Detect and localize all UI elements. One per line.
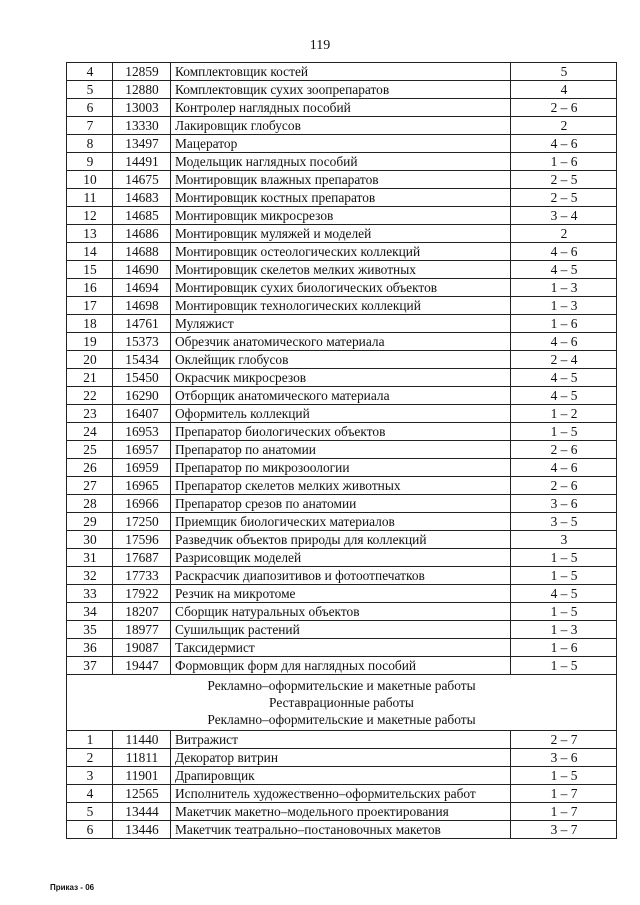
profession-code: 17733 — [113, 567, 171, 585]
section-header-cell — [67, 675, 617, 731]
table-row — [67, 387, 617, 405]
row-number: 3 — [67, 767, 113, 785]
profession-name: Мацератор — [171, 135, 511, 153]
table-row — [67, 785, 617, 803]
table-row — [67, 369, 617, 387]
grade-range: 1 – 6 — [511, 639, 617, 657]
profession-name: Оклейщик глобусов — [171, 351, 511, 369]
table-row — [67, 81, 617, 99]
profession-name: Витражист — [171, 731, 511, 749]
profession-code: 17922 — [113, 585, 171, 603]
profession-code: 15450 — [113, 369, 171, 387]
profession-code: 11440 — [113, 731, 171, 749]
grade-range: 4 – 6 — [511, 333, 617, 351]
profession-code: 17687 — [113, 549, 171, 567]
profession-code: 16966 — [113, 495, 171, 513]
profession-name: Комплектовщик костей — [171, 63, 511, 81]
row-number: 16 — [67, 279, 113, 297]
row-number: 9 — [67, 153, 113, 171]
profession-code: 14491 — [113, 153, 171, 171]
profession-name: Формовщик форм для наглядных пособий — [171, 657, 511, 675]
table-row — [67, 567, 617, 585]
grade-range: 2 – 5 — [511, 189, 617, 207]
grade-range: 3 – 4 — [511, 207, 617, 225]
row-number: 1 — [67, 731, 113, 749]
table-row — [67, 603, 617, 621]
table-section-header — [67, 675, 617, 731]
grade-range: 1 – 5 — [511, 549, 617, 567]
profession-code: 18207 — [113, 603, 171, 621]
profession-code: 19087 — [113, 639, 171, 657]
profession-name: Приемщик биологических материалов — [171, 513, 511, 531]
section-title-2: Реставрационные работы — [269, 695, 414, 710]
row-number: 13 — [67, 225, 113, 243]
table-row — [67, 279, 617, 297]
grade-range: 1 – 3 — [511, 279, 617, 297]
table-row — [67, 423, 617, 441]
table-row — [67, 803, 617, 821]
table-row — [67, 63, 617, 81]
table-row — [67, 513, 617, 531]
profession-name: Монтировщик микросрезов — [171, 207, 511, 225]
profession-code: 14685 — [113, 207, 171, 225]
profession-name: Муляжист — [171, 315, 511, 333]
grade-range: 2 – 6 — [511, 441, 617, 459]
grade-range: 4 – 6 — [511, 243, 617, 261]
table-row — [67, 821, 617, 839]
profession-code: 13497 — [113, 135, 171, 153]
table-row — [67, 171, 617, 189]
row-number: 12 — [67, 207, 113, 225]
profession-name: Оформитель коллекций — [171, 405, 511, 423]
profession-code: 13330 — [113, 117, 171, 135]
profession-code: 12565 — [113, 785, 171, 803]
profession-name: Модельщик наглядных пособий — [171, 153, 511, 171]
row-number: 20 — [67, 351, 113, 369]
table-row — [67, 225, 617, 243]
table-row — [67, 261, 617, 279]
table-row — [67, 585, 617, 603]
profession-code: 13003 — [113, 99, 171, 117]
grade-range: 1 – 5 — [511, 603, 617, 621]
table-row — [67, 477, 617, 495]
profession-table — [66, 62, 617, 839]
grade-range: 1 – 6 — [511, 153, 617, 171]
row-number: 5 — [67, 803, 113, 821]
row-number: 24 — [67, 423, 113, 441]
profession-name: Разрисовщик моделей — [171, 549, 511, 567]
grade-range: 1 – 7 — [511, 785, 617, 803]
profession-code: 15434 — [113, 351, 171, 369]
table-row — [67, 459, 617, 477]
profession-code: 14675 — [113, 171, 171, 189]
profession-code: 16959 — [113, 459, 171, 477]
table-row — [67, 749, 617, 767]
table-row — [67, 405, 617, 423]
grade-range: 4 – 6 — [511, 135, 617, 153]
profession-code: 14694 — [113, 279, 171, 297]
grade-range: 4 – 5 — [511, 585, 617, 603]
table-part-2 — [67, 731, 617, 839]
profession-name: Драпировщик — [171, 767, 511, 785]
row-number: 29 — [67, 513, 113, 531]
profession-name: Препаратор срезов по анатомии — [171, 495, 511, 513]
profession-name: Макетчик театрально–постановочных макетов — [171, 821, 511, 839]
table-row — [67, 189, 617, 207]
profession-name: Монтировщик влажных препаратов — [171, 171, 511, 189]
row-number: 33 — [67, 585, 113, 603]
profession-name: Сушильщик растений — [171, 621, 511, 639]
table-row — [67, 621, 617, 639]
profession-name: Комплектовщик сухих зоопрепаратов — [171, 81, 511, 99]
table-row — [67, 531, 617, 549]
row-number: 37 — [67, 657, 113, 675]
row-number: 6 — [67, 99, 113, 117]
profession-code: 15373 — [113, 333, 171, 351]
grade-range: 1 – 3 — [511, 297, 617, 315]
profession-code: 14688 — [113, 243, 171, 261]
table-row — [67, 549, 617, 567]
profession-name: Сборщик натуральных объектов — [171, 603, 511, 621]
table-row — [67, 657, 617, 675]
profession-code: 11901 — [113, 767, 171, 785]
profession-name: Разведчик объектов природы для коллекций — [171, 531, 511, 549]
row-number: 22 — [67, 387, 113, 405]
table-row — [67, 207, 617, 225]
profession-name: Декоратор витрин — [171, 749, 511, 767]
grade-range: 1 – 5 — [511, 657, 617, 675]
row-number: 27 — [67, 477, 113, 495]
profession-name: Резчик на микротоме — [171, 585, 511, 603]
grade-range: 1 – 2 — [511, 405, 617, 423]
row-number: 19 — [67, 333, 113, 351]
profession-name: Макетчик макетно–модельного проектирования — [171, 803, 511, 821]
profession-name: Обрезчик анатомического материала — [171, 333, 511, 351]
footer-note: Приказ - 06 — [50, 883, 95, 892]
profession-code: 14698 — [113, 297, 171, 315]
grade-range: 1 – 5 — [511, 423, 617, 441]
section-header-row — [67, 675, 617, 731]
profession-name: Препаратор биологических объектов — [171, 423, 511, 441]
grade-range: 2 — [511, 117, 617, 135]
table-row — [67, 297, 617, 315]
profession-code: 14686 — [113, 225, 171, 243]
profession-name: Монтировщик технологических коллекций — [171, 297, 511, 315]
grade-range: 2 – 6 — [511, 477, 617, 495]
table-row — [67, 153, 617, 171]
profession-name: Исполнитель художественно–оформительских работ — [171, 785, 511, 803]
profession-code: 17596 — [113, 531, 171, 549]
table-row — [67, 495, 617, 513]
profession-code: 19447 — [113, 657, 171, 675]
row-number: 4 — [67, 63, 113, 81]
row-number: 30 — [67, 531, 113, 549]
profession-code: 14690 — [113, 261, 171, 279]
table-row — [67, 639, 617, 657]
row-number: 28 — [67, 495, 113, 513]
table-row — [67, 731, 617, 749]
grade-range: 1 – 7 — [511, 803, 617, 821]
grade-range: 1 – 5 — [511, 567, 617, 585]
grade-range: 3 – 5 — [511, 513, 617, 531]
row-number: 26 — [67, 459, 113, 477]
profession-code: 14683 — [113, 189, 171, 207]
profession-name: Препаратор по микрозоологии — [171, 459, 511, 477]
row-number: 23 — [67, 405, 113, 423]
grade-range: 5 — [511, 63, 617, 81]
table-row — [67, 99, 617, 117]
profession-name: Лакировщик глобусов — [171, 117, 511, 135]
profession-code: 13446 — [113, 821, 171, 839]
profession-name: Монтировщик остеологических коллекций — [171, 243, 511, 261]
row-number: 2 — [67, 749, 113, 767]
grade-range: 4 — [511, 81, 617, 99]
table-part-1 — [67, 63, 617, 675]
grade-range: 2 – 6 — [511, 99, 617, 117]
table-row — [67, 315, 617, 333]
row-number: 11 — [67, 189, 113, 207]
row-number: 34 — [67, 603, 113, 621]
row-number: 5 — [67, 81, 113, 99]
profession-code: 16407 — [113, 405, 171, 423]
row-number: 4 — [67, 785, 113, 803]
table-row — [67, 135, 617, 153]
profession-code: 13444 — [113, 803, 171, 821]
row-number: 35 — [67, 621, 113, 639]
row-number: 21 — [67, 369, 113, 387]
profession-code: 17250 — [113, 513, 171, 531]
row-number: 32 — [67, 567, 113, 585]
grade-range: 4 – 5 — [511, 387, 617, 405]
table-row — [67, 767, 617, 785]
table-row — [67, 441, 617, 459]
grade-range: 1 – 6 — [511, 315, 617, 333]
profession-code: 12880 — [113, 81, 171, 99]
profession-name: Монтировщик сухих биологических объектов — [171, 279, 511, 297]
profession-name: Монтировщик муляжей и моделей — [171, 225, 511, 243]
grade-range: 4 – 5 — [511, 261, 617, 279]
profession-code: 16290 — [113, 387, 171, 405]
grade-range: 2 – 5 — [511, 171, 617, 189]
row-number: 6 — [67, 821, 113, 839]
profession-name: Монтировщик костных препаратов — [171, 189, 511, 207]
grade-range: 3 – 6 — [511, 495, 617, 513]
grade-range: 2 – 4 — [511, 351, 617, 369]
profession-code: 18977 — [113, 621, 171, 639]
table-row — [67, 333, 617, 351]
row-number: 18 — [67, 315, 113, 333]
row-number: 15 — [67, 261, 113, 279]
profession-code: 12859 — [113, 63, 171, 81]
profession-name: Контролер наглядных пособий — [171, 99, 511, 117]
profession-name: Отборщик анатомического материала — [171, 387, 511, 405]
grade-range: 3 – 7 — [511, 821, 617, 839]
grade-range: 2 — [511, 225, 617, 243]
profession-code: 11811 — [113, 749, 171, 767]
table-row — [67, 351, 617, 369]
row-number: 36 — [67, 639, 113, 657]
row-number: 10 — [67, 171, 113, 189]
section-title-1: Рекламно–оформительские и макетные работы — [207, 678, 476, 693]
grade-range: 4 – 6 — [511, 459, 617, 477]
section-title-3: Рекламно–оформительские и макетные работы — [207, 712, 476, 727]
row-number: 7 — [67, 117, 113, 135]
profession-name: Окрасчик микросрезов — [171, 369, 511, 387]
grade-range: 1 – 5 — [511, 767, 617, 785]
profession-name: Препаратор по анатомии — [171, 441, 511, 459]
row-number: 31 — [67, 549, 113, 567]
page-number: 119 — [309, 38, 331, 53]
profession-code: 16953 — [113, 423, 171, 441]
grade-range: 2 – 7 — [511, 731, 617, 749]
table-row — [67, 117, 617, 135]
row-number: 17 — [67, 297, 113, 315]
profession-name: Таксидермист — [171, 639, 511, 657]
profession-name: Препаратор скелетов мелких животных — [171, 477, 511, 495]
grade-range: 3 — [511, 531, 617, 549]
grade-range: 1 – 3 — [511, 621, 617, 639]
row-number: 14 — [67, 243, 113, 261]
profession-code: 16965 — [113, 477, 171, 495]
profession-name: Раскрасчик диапозитивов и фотоотпечатков — [171, 567, 511, 585]
table-row — [67, 243, 617, 261]
profession-code: 16957 — [113, 441, 171, 459]
row-number: 25 — [67, 441, 113, 459]
profession-name: Монтировщик скелетов мелких животных — [171, 261, 511, 279]
profession-code: 14761 — [113, 315, 171, 333]
grade-range: 4 – 5 — [511, 369, 617, 387]
row-number: 8 — [67, 135, 113, 153]
grade-range: 3 – 6 — [511, 749, 617, 767]
